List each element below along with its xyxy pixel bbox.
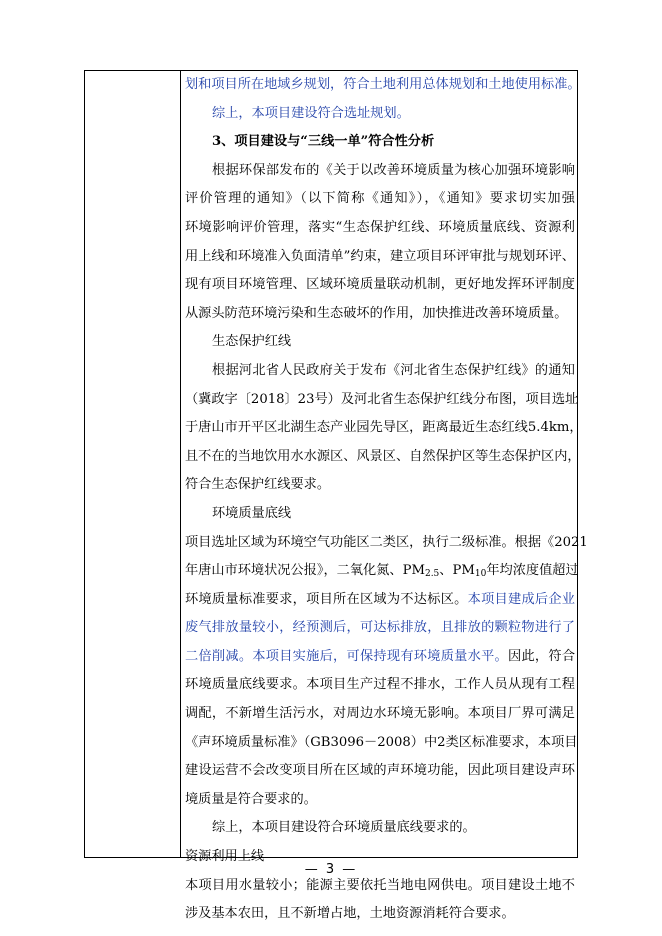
text-line: 《声环境质量标准》（GB3096－2008）中2类区标准要求，本项目 xyxy=(185,734,578,750)
text-line: 境质量是符合要求的。 xyxy=(185,791,317,807)
text-line: （冀政字〔2018〕23号）及河北省生态保护红线分布图，项目选址 xyxy=(185,391,579,407)
text-line: 本项目用水量较小；能源主要依托当地电网供电。项目建设土地不 xyxy=(185,877,575,893)
text-line: 环境质量底线要求。本项目生产过程不排水，工作人员从现有工程 xyxy=(185,677,575,693)
text-line: 环境影响评价管理，落实“生态保护红线、环境质量底线、资源利 xyxy=(185,219,575,235)
page-number: — 3 — xyxy=(304,862,358,877)
text-line: 环境质量标准要求，项目所在区域为不达标区。本项目建成后企业 xyxy=(185,591,575,607)
subsection-heading: 环境质量底线 xyxy=(212,505,292,521)
label-column xyxy=(85,71,181,857)
text-line: 二倍削减。本项目实施后，可保持现有环境质量水平。因此，符合 xyxy=(185,648,576,664)
text-line: 综上，本项目建设符合选址规划。 xyxy=(212,105,410,121)
text-line: 现有项目环境管理、区域环境质量联动机制，更好地发挥环评制度 xyxy=(185,277,575,293)
text-line: 根据河北省人民政府关于发布《河北省生态保护红线》的通知 xyxy=(212,362,575,378)
text-line: 从源头防范环境污染和生态破坏的作用，加快推进改善环境质量。 xyxy=(185,305,568,321)
text-line: 年唐山市环境状况公报》，二氧化氮、$PM_{2.5}$、$PM_{10}$年均浓度值超过 xyxy=(185,563,579,580)
text-line: 评价管理的通知》（以下简称《通知》），《通知》要求切实加强 xyxy=(185,191,575,207)
content-table xyxy=(84,70,588,922)
text-line: 综上，本项目建设符合环境质量底线要求的。 xyxy=(212,820,476,836)
text-line: 涉及基本农田，且不新增占地，土地资源消耗符合要求。 xyxy=(185,906,515,922)
subsection-heading: 资源利用上线 xyxy=(185,849,265,865)
text-line: 建设运营不会改变项目所在区域的声环境功能，因此项目建设声环 xyxy=(185,763,575,779)
text-line: 符合生态保护红线要求。 xyxy=(185,477,331,493)
text-body xyxy=(182,71,588,929)
text-line: 调配，不新增生活污水，对周边水环境无影响。本项目厂界可满足 xyxy=(185,706,575,722)
text-line: 根据环保部发布的《关于以改善环境质量为核心加强环境影响 xyxy=(212,162,575,178)
text-line: 用上线和环境准入负面清单”约束，建立项目环评审批与规划环评、 xyxy=(185,248,575,264)
text-line: 划和项目所在地域乡规划，符合土地利用总体规划和土地使用标准。 xyxy=(185,77,581,92)
section-heading: 3、项目建设与“三线一单”符合性分析 xyxy=(212,134,435,150)
text-line: 于唐山市开平区北湖生态产业园先导区，距离最近生态红线5.4km， xyxy=(185,420,583,436)
text-line: 项目选址区域为环境空气功能区二类区，执行二级标准。根据《2021 xyxy=(185,534,588,550)
text-line: 废气排放量较小，经预测后，可达标排放，且排放的颗粒物进行了 xyxy=(185,620,575,636)
subsection-heading: 生态保护红线 xyxy=(212,334,292,350)
text-line: 且不在的当地饮用水水源区、风景区、自然保护区等生态保护区内， xyxy=(185,448,581,464)
